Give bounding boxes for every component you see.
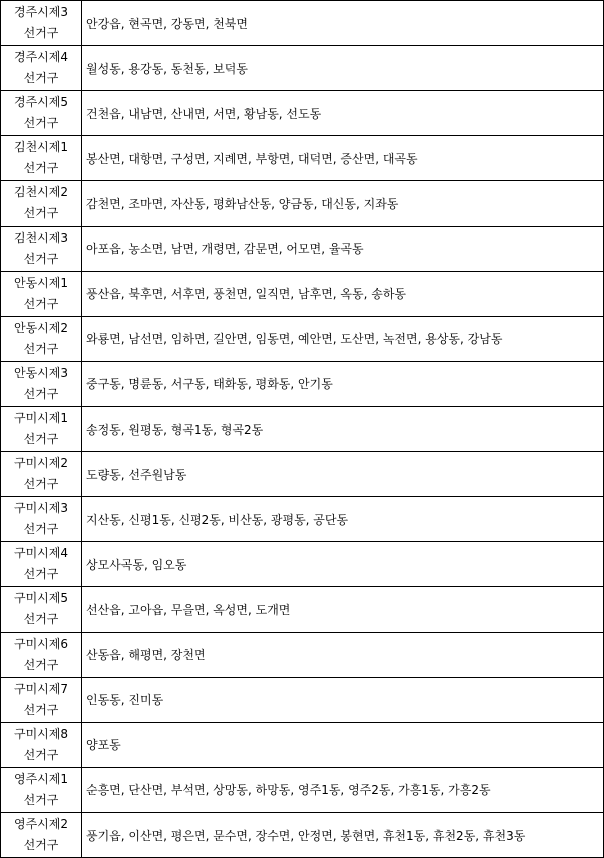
district-suffix: 선거구 xyxy=(23,386,59,401)
district-areas: 건천읍, 내남면, 산내면, 서면, 황남동, 선도동 xyxy=(86,106,322,121)
district-areas-cell xyxy=(82,181,603,225)
district-name: 구미시제2 xyxy=(13,456,68,471)
district-areas: 안강읍, 현곡면, 강동면, 천북면 xyxy=(86,16,248,31)
district-areas-cell xyxy=(82,407,603,451)
district-suffix: 선거구 xyxy=(23,206,59,221)
district-areas-cell xyxy=(82,768,603,812)
district-name-cell xyxy=(1,813,82,857)
table-row xyxy=(1,813,603,857)
district-name: 안동시제2 xyxy=(13,320,68,335)
district-name: 안동시제3 xyxy=(13,365,68,380)
district-name: 구미시제5 xyxy=(13,591,68,606)
district-suffix: 선거구 xyxy=(23,71,59,86)
district-name-cell xyxy=(1,46,82,90)
district-name: 구미시제3 xyxy=(13,501,68,516)
district-name-cell xyxy=(1,723,82,767)
district-name: 영주시제1 xyxy=(13,771,68,786)
district-suffix: 선거구 xyxy=(23,477,59,492)
district-areas: 선산읍, 고아읍, 무을면, 옥성면, 도개면 xyxy=(86,602,291,617)
district-areas: 도량동, 선주원남동 xyxy=(86,467,187,482)
district-name-cell xyxy=(1,317,82,361)
district-areas-cell xyxy=(82,633,603,677)
table-row xyxy=(1,227,603,272)
table-row xyxy=(1,452,603,497)
table-row xyxy=(1,1,603,46)
district-areas-cell xyxy=(82,317,603,361)
district-name: 구미시제4 xyxy=(13,546,68,561)
district-suffix: 선거구 xyxy=(23,26,59,41)
table-row xyxy=(1,542,603,587)
district-name: 영주시제2 xyxy=(13,817,68,832)
district-areas: 송정동, 원평동, 형곡1동, 형곡2동 xyxy=(86,422,264,437)
district-name: 구미시제7 xyxy=(13,681,68,696)
district-name: 구미시제1 xyxy=(13,411,68,426)
district-areas-cell xyxy=(82,452,603,496)
district-name-cell xyxy=(1,633,82,677)
district-suffix: 선거구 xyxy=(23,747,59,762)
district-areas-cell xyxy=(82,227,603,271)
district-areas-cell xyxy=(82,723,603,767)
district-areas: 감천면, 조마면, 자산동, 평화남산동, 양금동, 대신동, 지좌동 xyxy=(86,196,399,211)
table-row xyxy=(1,362,603,407)
table-row xyxy=(1,317,603,362)
district-areas: 산동읍, 해평면, 장천면 xyxy=(86,648,206,663)
district-name-cell xyxy=(1,136,82,180)
district-areas: 순흥면, 단산면, 부석면, 상망동, 하망동, 영주1동, 영주2동, 가흥1동, 가흥2동 xyxy=(86,783,491,798)
district-name-cell xyxy=(1,227,82,271)
district-name-cell xyxy=(1,362,82,406)
table-row xyxy=(1,46,603,91)
district-suffix: 선거구 xyxy=(23,522,59,537)
table-row xyxy=(1,587,603,632)
district-name: 구미시제6 xyxy=(13,636,68,651)
district-areas: 양포동 xyxy=(86,738,121,753)
district-areas-cell xyxy=(82,136,603,180)
district-name-cell xyxy=(1,497,82,541)
district-name: 경주시제4 xyxy=(13,50,68,65)
district-name-cell xyxy=(1,181,82,225)
district-areas: 풍기읍, 이산면, 평은면, 문수면, 장수면, 안정면, 봉현면, 휴천1동, 휴천2동, 휴천3동 xyxy=(86,828,526,843)
table-row xyxy=(1,633,603,678)
district-name-cell xyxy=(1,91,82,135)
district-suffix: 선거구 xyxy=(23,567,59,582)
district-suffix: 선거구 xyxy=(23,341,59,356)
table-row xyxy=(1,136,603,181)
district-areas: 인동동, 진미동 xyxy=(86,693,164,708)
district-name: 경주시제5 xyxy=(13,95,68,110)
district-suffix: 선거구 xyxy=(23,838,59,853)
district-name: 김천시제3 xyxy=(13,230,68,245)
table-row xyxy=(1,272,603,317)
table-row xyxy=(1,768,603,813)
district-areas: 월성동, 용강동, 동천동, 보덕동 xyxy=(86,61,248,76)
district-suffix: 선거구 xyxy=(23,612,59,627)
district-name-cell xyxy=(1,768,82,812)
table-row xyxy=(1,497,603,542)
district-suffix: 선거구 xyxy=(23,702,59,717)
district-name-cell xyxy=(1,407,82,451)
table-row xyxy=(1,678,603,723)
district-areas-cell xyxy=(82,678,603,722)
district-suffix: 선거구 xyxy=(23,296,59,311)
district-areas: 와룡면, 남선면, 임하면, 길안면, 임동면, 예안면, 도산면, 녹전면, 용상동, 강남동 xyxy=(86,332,503,347)
district-name: 김천시제1 xyxy=(13,140,68,155)
district-areas-cell xyxy=(82,497,603,541)
table-row xyxy=(1,91,603,136)
district-suffix: 선거구 xyxy=(23,432,59,447)
district-name: 경주시제3 xyxy=(13,5,68,20)
district-areas-cell xyxy=(82,542,603,586)
table-row xyxy=(1,181,603,226)
district-areas-cell xyxy=(82,91,603,135)
district-name: 김천시제2 xyxy=(13,185,68,200)
table-row xyxy=(1,723,603,768)
district-areas-cell xyxy=(82,1,603,45)
district-name-cell xyxy=(1,678,82,722)
district-name: 안동시제1 xyxy=(13,275,68,290)
district-areas: 상모사곡동, 임오동 xyxy=(86,557,187,572)
district-areas: 지산동, 신평1동, 신평2동, 비산동, 광평동, 공단동 xyxy=(86,512,349,527)
district-areas: 풍산읍, 북후면, 서후면, 풍천면, 일직면, 남후면, 옥동, 송하동 xyxy=(86,287,407,302)
district-areas: 봉산면, 대항면, 구성면, 지례면, 부항면, 대덕면, 증산면, 대곡동 xyxy=(86,151,418,166)
district-name-cell xyxy=(1,452,82,496)
district-suffix: 선거구 xyxy=(23,792,59,807)
district-areas-cell xyxy=(82,46,603,90)
district-areas: 중구동, 명륜동, 서구동, 태화동, 평화동, 안기동 xyxy=(86,377,333,392)
district-suffix: 선거구 xyxy=(23,116,59,131)
district-areas-cell xyxy=(82,813,603,857)
district-suffix: 선거구 xyxy=(23,657,59,672)
district-name-cell xyxy=(1,587,82,631)
district-areas-cell xyxy=(82,272,603,316)
district-suffix: 선거구 xyxy=(23,161,59,176)
table-row xyxy=(1,407,603,452)
district-areas: 아포읍, 농소면, 남면, 개령면, 감문면, 어모면, 율곡동 xyxy=(86,242,364,257)
district-suffix: 선거구 xyxy=(23,251,59,266)
district-name-cell xyxy=(1,272,82,316)
district-areas-cell xyxy=(82,362,603,406)
district-name-cell xyxy=(1,1,82,45)
district-name: 구미시제8 xyxy=(13,726,68,741)
district-name-cell xyxy=(1,542,82,586)
district-areas-cell xyxy=(82,587,603,631)
